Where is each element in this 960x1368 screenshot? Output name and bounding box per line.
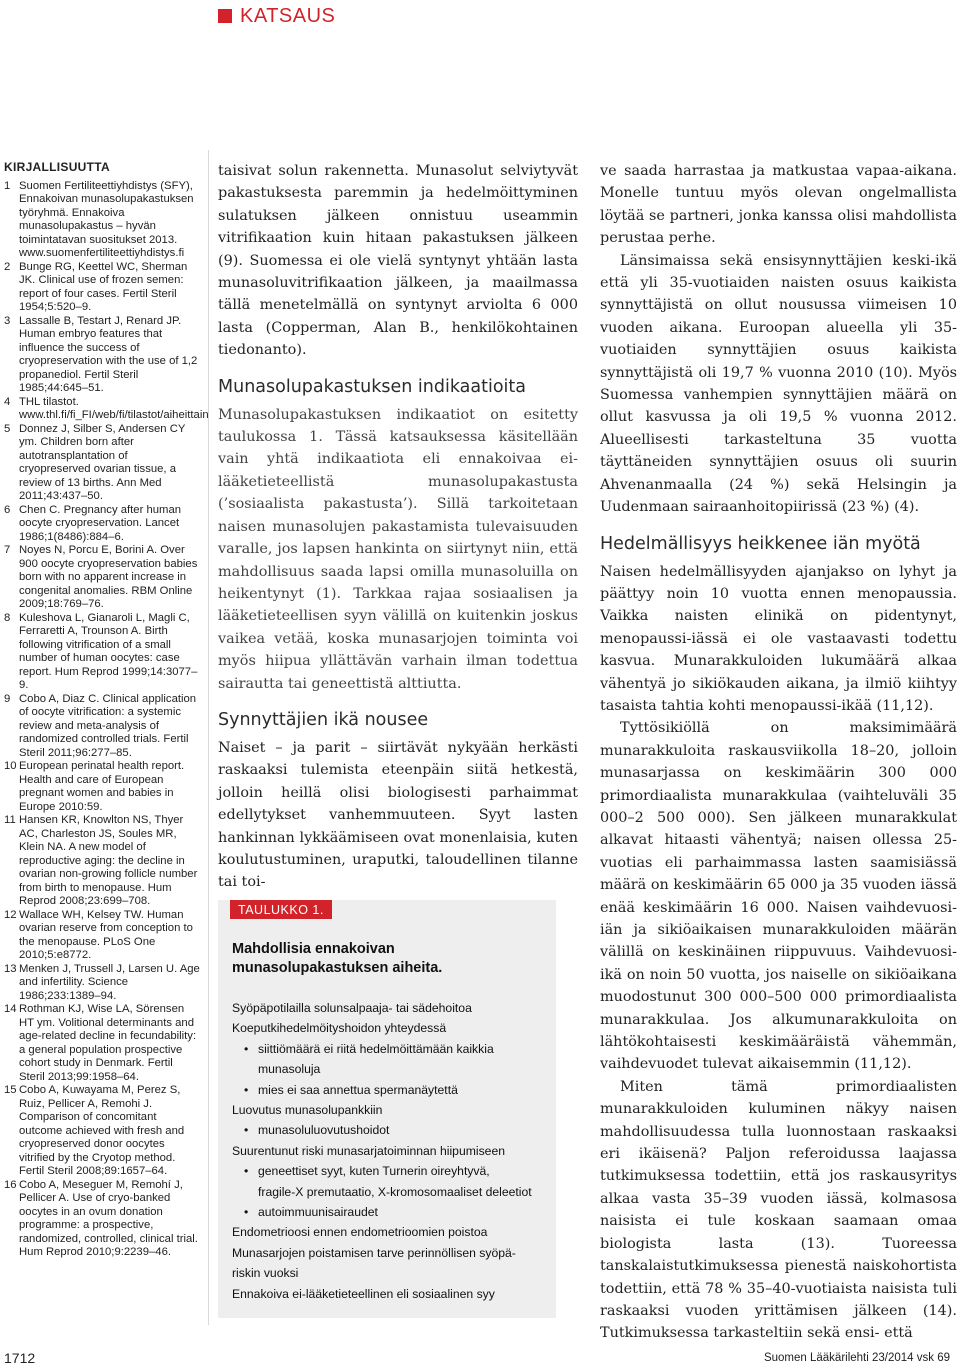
section-marker-square <box>218 9 232 23</box>
paragraph: taisivat solun rakennetta. Munasolut selviytyvät pakastuksesta paremmin ja hedelmöittyminen sulatuksen jälkeen onnistuu useammin vitrifikaation kuin hitaan pakastuksen jälkeen (9). Suomessa ei ole vielä syntynyt yhtään lasta munasoluvitrifikaation jälkeen, ja maailmassa tällä menetelmällä on syntynyt arviolta 6 000 lasta (Copperman, Alan B., henkilökohtainen tiedonanto). <box>218 163 578 359</box>
reference-number: 12 <box>4 908 17 921</box>
body-column-3 <box>600 160 957 1345</box>
reference-item <box>4 693 200 761</box>
table-row: riskin vuoksi <box>232 1266 299 1281</box>
table-row: • munasoluluovutushoidot <box>232 1120 542 1140</box>
table-tag: TAULUKKO 1. <box>230 900 332 919</box>
reference-item <box>4 544 200 612</box>
table-row: Endometrioosi ennen endometrioomien poistoa <box>232 1225 488 1240</box>
section-heading-mothers-age: Synnyttäjien ikä nousee <box>218 709 429 730</box>
paragraph: Naiset – ja parit – siirtävät nykyään herkästi raskaaksi tulemista eteenpäin siitä hetkestä, jolloin heillä olisi biologisesti parhaimmat edellytykset vanhemmuuteen. Syyt lasten hankinnan lykkäämiseen ovat monenlaisia, kuten koulutustuminen, uraputki, taloudellinen tilanne tai toi- <box>218 739 578 891</box>
paragraph: Miten tämä primordiaalisten munarakkuloiden kuluminen näkyy naisen mahdollisuudessa tulla luonnostaan raskaaksi eri ikäisenä? Paljon referoidussa laajassa tutkimuksessa todettiin, että jos raskausyritys alkaa vasta 35–39 vuoden iässä, kolmasosa naisista ei tule koskaan saamaan omaa biologista lasta (13). Tuoreessa tanskalaistutkimuksessa pienestä naiskohortista todettiin, että 78 % 35–40-vuotiaista naisista tuli raskaaksi vuoden yrittämisen jälkeen (14). Tutkimuksessa tarkasteltiin sekä ensi- että <box>600 1078 957 1342</box>
table-row: munasoluja <box>258 1062 321 1077</box>
reference-text: Suomen Fertiliteettiyhdistys (SFY), Ennakoivan munasolupakastuksen työryhmä. Ennakoiva munasolupakastus – hyvän toimintatavan suositukset 2013. www.suomenfertiliteettiyhdistys.fi <box>19 179 194 259</box>
paragraph: Naisen hedelmällisyyden ajanjakso on lyhyt ja päättyy noin 10 vuotta ennen menopaussia. Vaikka naisten elinikä on pidentynyt, menopaussi-iässä ei ole vastaavasti todettu kasvua. Munarakkuloiden lukumäärä alkaa vähentyä jo sikiökauden aikana, ja ilmiö kiihtyy tasaista tahtia kohti menopaussi-ikää (11,12). <box>600 563 957 714</box>
reference-number: 7 <box>4 544 11 556</box>
reference-text: Bunge RG, Keettel WC, Sherman JK. Clinical use of frozen semen: report of four cases. Fertil Steril 1954;5:520–9. <box>19 260 188 313</box>
section-heading-fertility: Hedelmällisyys heikkenee iän myötä <box>600 533 921 554</box>
table-row: • mies ei saa annettua spermanäytettä <box>232 1080 542 1100</box>
reference-item <box>4 814 200 909</box>
reference-number: 13 <box>4 962 17 975</box>
reference-text: Chen C. Pregnancy after human oocyte cryopreservation. Lancet 1986;1(8486):884–6. <box>19 503 182 543</box>
table-row: Suurentunut riski munasarjatoiminnan hiipumiseen <box>232 1143 506 1158</box>
reference-item <box>4 315 200 396</box>
section-header <box>218 2 335 30</box>
reference-number: 5 <box>4 422 11 435</box>
reference-text: Cobo A, Diaz C. Clinical application of oocyte vitrification: a systemic review and meta-analysis of randomized controlled trials. Fertil Steril 2011;96:277–85. <box>19 692 197 759</box>
reference-item <box>4 395 209 423</box>
reference-text: Cobo A, Kuwayama M, Perez S, Ruiz, Pellicer A, Remohi J. Comparison of concomitant outcome achieved with fresh and cryopreserved donor oocytes vitrified by the Cryotop method. Fertil Steril 2008;89:1657–64. <box>19 1084 185 1177</box>
reference-item <box>4 909 200 963</box>
reference-number: 16 <box>4 1178 17 1191</box>
reference-number: 2 <box>4 260 11 273</box>
reference-number: 4 <box>4 395 11 408</box>
references-column <box>4 160 209 1260</box>
reference-text: Menken J, Trussell J, Larsen U. Age and infertility. Science 1986;233:1389–94. <box>19 962 200 1002</box>
reference-text: Donnez J, Silber S, Andersen CY ym. Children born after autotransplantation of cryopreserved ovarian tissue, a review of 13 births. Ann Med 2011;43:437–50. <box>19 422 186 502</box>
table-box <box>218 900 556 1318</box>
reference-item <box>4 963 200 1004</box>
reference-number: 14 <box>4 1003 17 1015</box>
column-divider <box>208 150 209 1325</box>
table-row: Ennakoiva ei-lääketieteellinen eli sosiaalinen syy <box>232 1286 495 1301</box>
reference-number: 15 <box>4 1084 17 1096</box>
reference-item <box>4 180 200 261</box>
reference-text: Wallace WH, Kelsey TW. Human ovarian reserve from conception to the menopause. PLoS One 2010;5:e8772. <box>19 908 193 961</box>
reference-number: 9 <box>4 692 11 705</box>
reference-text: Rothman KJ, Wise LA, Sörensen HT ym. Volitional determinants and age-related decline in fecundability: a general population prospective cohort study in Denmark. Fertil Steril 2013;99:1958–64. <box>19 1003 197 1083</box>
reference-item <box>4 504 200 545</box>
reference-item <box>4 423 200 504</box>
reference-number: 11 <box>4 814 16 826</box>
table-title: Mahdollisia ennakoivan munasolupakastuksen aiheita. <box>232 941 443 976</box>
paragraph: ve saada harrastaa ja matkustaa vapaa-aikana. Monelle tuntuu myös olevan ongelmallista löytää se partneri, jonka kanssa olisi mahdollista perustaa perhe. <box>600 163 957 247</box>
table-row: fragile-X premutaatio, X-kromosomaaliset deleetiot <box>258 1184 532 1199</box>
reference-number: 6 <box>4 503 11 516</box>
table-row: Koeputkihedelmöityshoidon yhteydessä <box>232 1021 447 1036</box>
references-list <box>4 179 209 1260</box>
reference-item <box>4 612 200 693</box>
reference-number: 10 <box>4 760 17 772</box>
reference-text: European perinatal health report. Health and care of European pregnant women and babies in Europe 2010:59. <box>19 760 185 813</box>
reference-item <box>4 1084 200 1179</box>
body-column-2 <box>218 160 578 894</box>
section-heading-indications: Munasolupakastuksen indikaatioita <box>218 376 526 397</box>
reference-item <box>4 1003 200 1084</box>
reference-text: Noyes N, Porcu E, Borini A. Over 900 oocyte cryopreservation babies born with no apparent increase in congenital anomalies. RBM Online 2009;18:769–76. <box>19 544 198 610</box>
reference-number: 8 <box>4 611 11 624</box>
reference-number: 3 <box>4 314 11 327</box>
table-body <box>232 998 542 1304</box>
reference-text: Kuleshova L, Gianaroli L, Magli C, Ferraretti A, Trounson A. Birth following vitrification of a small number of human oocytes: case report. Hum Reprod 1999;14:3077–9. <box>19 611 198 691</box>
reference-item <box>4 1179 200 1260</box>
section-title: KATSAUS <box>240 4 336 27</box>
paragraph: Munasolupakastuksen indikaatiot on esitetty taulukossa 1. Tässä katsauksessa käsitellään vain yhtä indikaatiota eli ennakoivaa ei-lääketieteellistä munasolupakastusta (’sosiaalista pakastusta’). Sillä tarkoitetaan naisen munasolujen pakastamista tulevaisuuden varalle, jos lapsen hankinta on siirtynyt niin, että mahdollisuus saada lapsi omilla munasoluilla on heikentynyt (1). Tarkkaa rajaa sosiaalisen ja lääketieteellisen syyn välillä on kuitenkin joskus vaikea vetää, koska munasarjojen toiminta voi myös hiipua yllättävän varhain ilman todettua sairautta tai geneettistä alttiutta. <box>218 406 578 692</box>
table-row: Syöpäpotilailla solunsalpaaja- tai sädehoitoa <box>232 1001 472 1015</box>
reference-item <box>4 760 200 814</box>
paragraph: Länsimaissa sekä ensisynnyttäjien keski-ikä että yli 35-vuotiaiden naisten osuus kaikista synnyttäjistä on ollut nousussa viimeisen 10 vuoden aikana. Euroopan alueella yli 35-vuotiaiden synnyttäjien osuus kaikista synnyttäjistä oli 19,7 % vuonna 2010 (10). Myös Suomessa vanhempien synnyttäjien määrä on ollut kasvussa ja oli 19,5 % vuonna 2012. Alueellisesti tarkasteltuna 35 vuotta täyttäneiden synnyttäjien osuus oli suurin Ahvenanmaalla (24 %) sekä Helsingin ja Uudenmaan sairaanhoitopiirissä (23 %) (4). <box>600 252 957 516</box>
table-row: Munasarjojen poistamisen tarve perinnöllisen syöpä- <box>232 1245 516 1260</box>
reference-text: Lassalle B, Testart J, Renard JP. Human embryo features that influence the success of cryopreservation with the use of 1,2 propanediol. Fertil Steril 1985;44:645–51. <box>19 314 198 394</box>
journal-footer: Suomen Lääkärilehti 23/2014 vsk 69 <box>763 1352 950 1364</box>
reference-text: Cobo A, Meseguer M, Remohí J, Pellicer A. Use of cryo-banked oocytes in an ovum donation programme: a prospective, randomized, controlled, clinical trial. Hum Reprod 2010;9:2239–46. <box>19 1178 198 1258</box>
reference-text: Hansen KR, Knowlton NS, Thyer AC, Charleston JS, Soules MR, Klein NA. A new model of reproductive aging: the decline in ovarian non-growing follicle number from birth to menopause. Hum Reprod 2008;23:699–708. <box>19 814 198 907</box>
table-row: • autoimmuunisairaudet <box>232 1202 542 1222</box>
reference-number: 1 <box>4 179 11 192</box>
table-row: Luovutus munasolupankkiin <box>232 1103 383 1118</box>
table-row: • geneettiset syyt, kuten Turnerin oireyhtyvä, <box>232 1161 542 1181</box>
reference-text: THL tilastot. www.thl.fi/fi_FI/web/fi/tilastot/aiheittain <box>19 395 209 421</box>
page-number: 1712 <box>4 1350 36 1366</box>
reference-item <box>4 261 200 315</box>
table-row: • siittiömäärä ei riitä hedelmöittämään kaikkia <box>232 1039 542 1059</box>
paragraph: Tyttösikiöllä on maksimimäärä munarakkuloita raskausviikolla 18–20, jolloin munasarjassa on keskimäärin 300 000 primordiaalista munarakkulaa (vaihteluväli 35 000–2 500 000). Sen jälkeen munarakkulat alkavat hitaasti vähentyä; naisen ollessa 25-vuotias eli parhaimmassa lasten saamisiässä määrä on keskimäärin 65 000 ja 35 vuoden iässä enää keskimäärin 16 000. Naisen vaihdevuosi-iän ja sikiöaikaisen munarakkuloiden määrän välillä on keskinäinen riippuvuus. Vaihdevuosi-ikä on noin 50 vuotta, jos naiselle on sikiöaikana muodostunut 300 000–500 000 primordiaalista munarakkulaa. Jos alkumunarakkuloita on lähtökohtaisesti keskimääräistä vähemmän, vaihdevuodet tulevat aikaisemmin (11,12). <box>600 720 958 1073</box>
references-title: KIRJALLISUUTTA <box>4 160 110 174</box>
